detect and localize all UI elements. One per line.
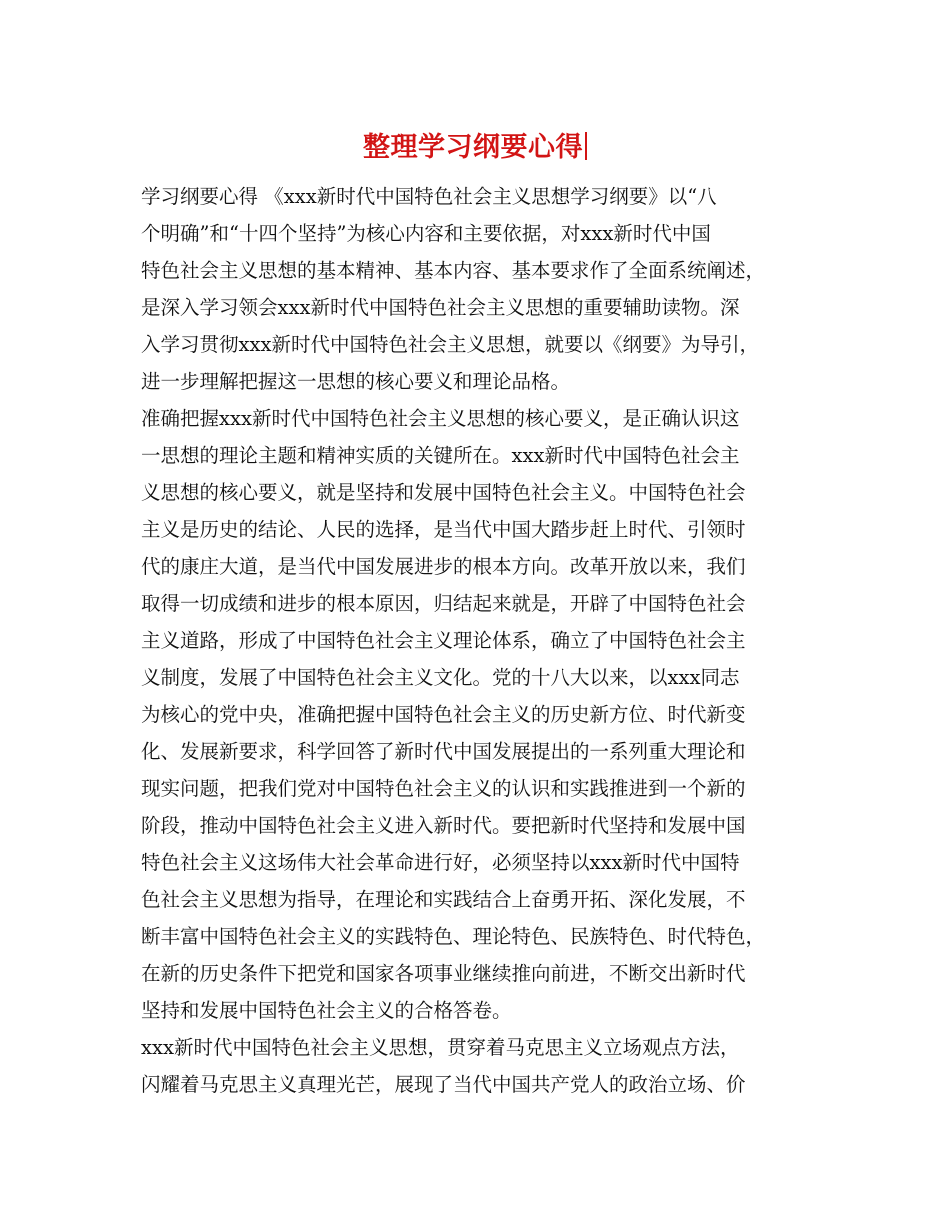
text-line: 入学习贯彻xxx新时代中国特色社会主义思想，就要以《纲要》为导引， <box>141 333 759 356</box>
page-title: 整理学习纲要心得 <box>363 132 583 163</box>
text-line: 色社会主义思想为指导，在理论和实践结合上奋勇开拓、深化发展，不 <box>141 888 746 911</box>
text-line: 准确把握xxx新时代中国特色社会主义思想的核心要义，是正确认识这 <box>141 407 740 430</box>
text-line: 学习纲要心得 《xxx新时代中国特色社会主义思想学习纲要》以“八 <box>141 185 717 208</box>
text-line: 现实问题，把我们党对中国特色社会主义的认识和实践推进到一个新的 <box>141 777 746 800</box>
text-line: 进一步理解把握这一思想的核心要义和理论品格。 <box>141 370 571 393</box>
text-line: 个明确”和“十四个坚持”为核心内容和主要依据，对xxx新时代中国 <box>141 222 711 245</box>
text-line: 化、发展新要求，科学回答了新时代中国发展提出的一系列重大理论和 <box>141 740 746 763</box>
text-line: 主义道路，形成了中国特色社会主义理论体系，确立了中国特色社会主 <box>141 629 746 652</box>
text-line: 坚持和发展中国特色社会主义的合格答卷。 <box>141 999 512 1022</box>
text-line: 特色社会主义这场伟大社会革命进行好，必须坚持以xxx新时代中国特 <box>141 851 740 874</box>
text-line: 取得一切成绩和进步的根本原因，归结起来就是，开辟了中国特色社会 <box>141 592 746 615</box>
text-line: 一思想的理论主题和精神实质的关键所在。xxx新时代中国特色社会主 <box>141 444 740 467</box>
text-line: 是深入学习领会xxx新时代中国特色社会主义思想的重要辅助读物。深 <box>141 296 740 319</box>
text-line: 义制度，发展了中国特色社会主义文化。党的十八大以来，以xxx同志 <box>141 666 740 689</box>
text-line: 主义是历史的结论、人民的选择，是当代中国大踏步赶上时代、引领时 <box>141 518 746 541</box>
text-line: 在新的历史条件下把党和国家各项事业继续推向前进，不断交出新时代 <box>141 962 746 985</box>
text-line: 断丰富中国特色社会主义的实践特色、理论特色、民族特色、时代特色， <box>141 925 766 948</box>
text-line: 特色社会主义思想的基本精神、基本内容、基本要求作了全面系统阐述， <box>141 259 766 282</box>
text-line: 为核心的党中央，准确把握中国特色社会主义的历史新方位、时代新变 <box>141 703 746 726</box>
text-cursor <box>585 132 587 160</box>
text-line: 闪耀着马克思主义真理光芒，展现了当代中国共产党人的政治立场、价 <box>141 1073 746 1096</box>
text-line: 阶段，推动中国特色社会主义进入新时代。要把新时代坚持和发展中国 <box>141 814 746 837</box>
text-line: 义思想的核心要义，就是坚持和发展中国特色社会主义。中国特色社会 <box>141 481 746 504</box>
text-line: xxx新时代中国特色社会主义思想，贯穿着马克思主义立场观点方法， <box>141 1036 740 1059</box>
title-block <box>0 128 950 168</box>
text-line: 代的康庄大道，是当代中国发展进步的根本方向。改革开放以来，我们 <box>141 555 746 578</box>
